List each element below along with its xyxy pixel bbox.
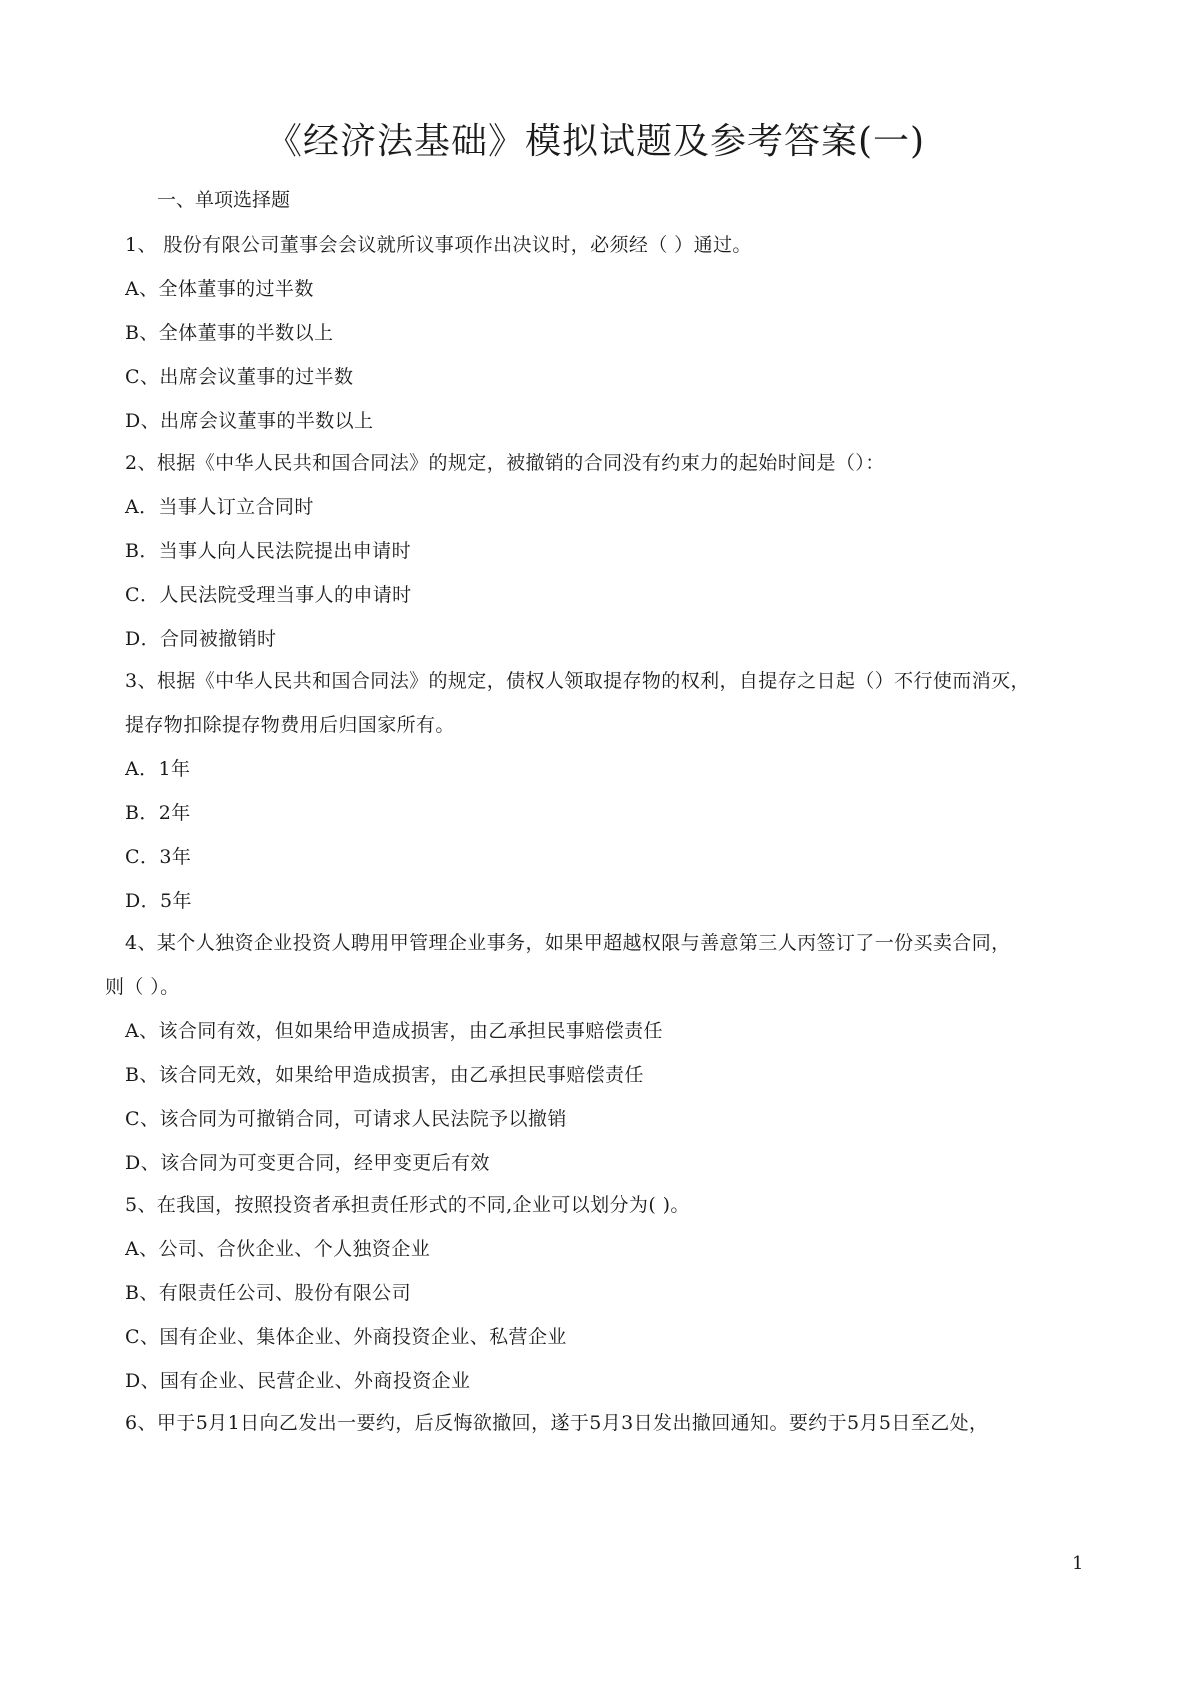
question-6: 6、甲于5月1日向乙发出一要约，后反悔欲撤回，遂于5月3日发出撤回通知。要约于5月5日至乙处， [125,1412,989,1434]
question-1-option-a: A、全体董事的过半数 [125,278,314,300]
page-number: 1 [1072,1553,1084,1574]
question-5-option-b: B、有限责任公司、股份有限公司 [125,1282,411,1304]
question-3-continuation: 提存物扣除提存物费用后归国家所有。 [125,714,455,736]
question-3: 3、根据《中华人民共和国合同法》的规定，债权人领取提存物的权利，自提存之日起（）不行使而消灭， [125,670,1030,692]
question-5-option-d: D、国有企业、民营企业、外商投资企业 [125,1370,471,1392]
question-5: 5、在我国，按照投资者承担责任形式的不同,企业可以划分为( )。 [125,1194,690,1216]
question-1-option-d: D、出席会议董事的半数以上 [125,410,374,432]
question-2: 2、根据《中华人民共和国合同法》的规定，被撤销的合同没有约束力的起始时间是（）： [125,452,885,474]
section-heading: 一、单项选择题 [157,189,291,211]
question-3-option-c: C．3年 [125,846,192,868]
document-title: 《经济法基础》模拟试题及参考答案(一) [265,121,926,162]
question-4-continuation: 则（ ）。 [105,976,180,998]
question-1-option-b: B、全体董事的半数以上 [125,322,334,344]
question-1-option-c: C、出席会议董事的过半数 [125,366,354,388]
question-1: 1、 股份有限公司董事会会议就所议事项作出决议时，必须经（ ）通过。 [125,234,752,256]
question-2-option-c: C．人民法院受理当事人的申请时 [125,584,412,606]
question-2-option-a: A．当事人订立合同时 [125,496,314,518]
question-4-option-b: B、该合同无效，如果给甲造成损害，由乙承担民事赔偿责任 [125,1064,644,1086]
question-4-option-d: D、该合同为可变更合同，经甲变更后有效 [125,1152,490,1174]
question-3-option-b: B．2年 [125,802,191,824]
question-3-option-a: A．1年 [125,758,191,780]
question-3-option-d: D．5年 [125,890,192,912]
question-2-option-d: D．合同被撤销时 [125,628,277,650]
question-2-option-b: B．当事人向人民法院提出申请时 [125,540,411,562]
question-5-option-a: A、公司、合伙企业、个人独资企业 [125,1238,431,1260]
question-4: 4、某个人独资企业投资人聘用甲管理企业事务，如果甲超越权限与善意第三人丙签订了一份买卖合同， [125,932,1011,954]
question-4-option-c: C、该合同为可撤销合同，可请求人民法院予以撤销 [125,1108,567,1130]
question-5-option-c: C、国有企业、集体企业、外商投资企业、私营企业 [125,1326,567,1348]
question-4-option-a: A、该合同有效，但如果给甲造成损害，由乙承担民事赔偿责任 [125,1020,663,1042]
